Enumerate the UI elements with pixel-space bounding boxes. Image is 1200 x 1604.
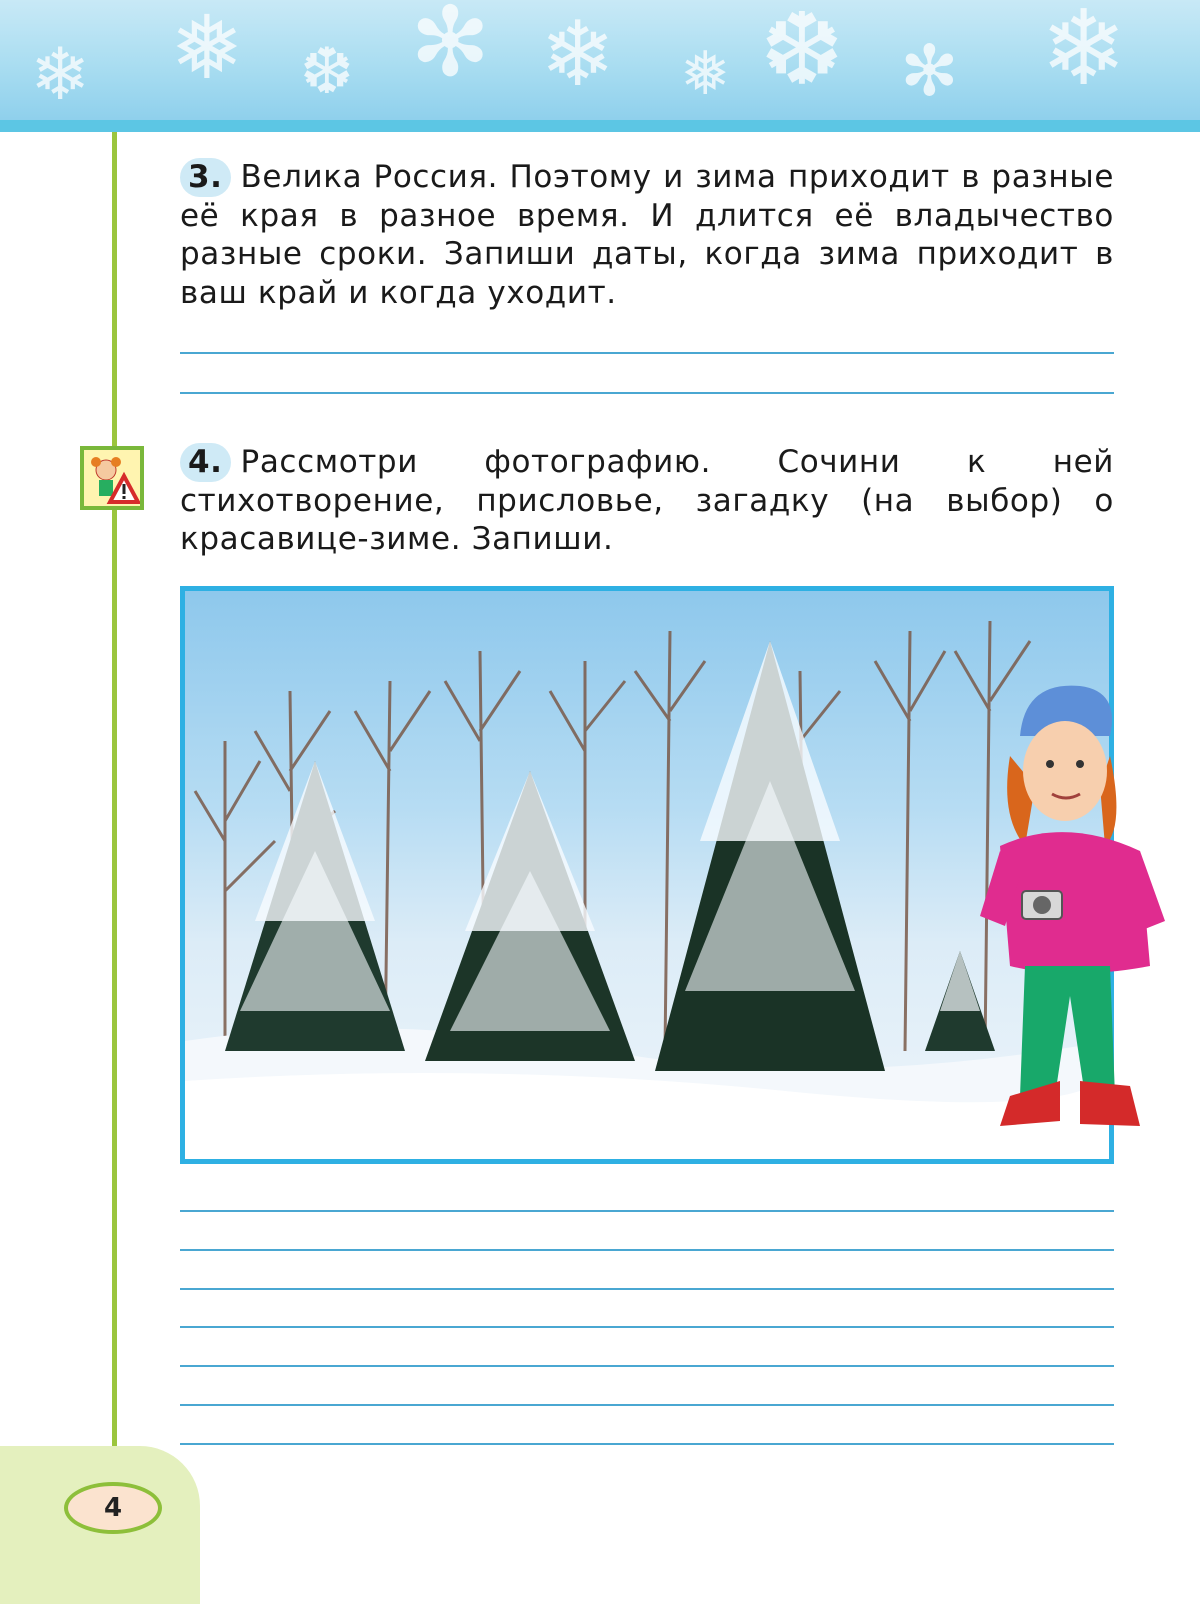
attention-girl-icon [80, 446, 144, 510]
winter-forest-photo [180, 586, 1114, 1164]
margin-line [112, 132, 117, 1472]
snowflake-icon: ✻ [900, 30, 959, 112]
answer-line[interactable] [180, 1249, 1114, 1251]
fir-tree [425, 771, 635, 1061]
answer-line[interactable] [180, 1326, 1114, 1328]
girl-with-camera-illustration [980, 676, 1170, 1146]
fir-tree [225, 761, 405, 1051]
answer-line[interactable] [180, 392, 1114, 394]
page-number: 4 [64, 1482, 162, 1534]
fir-tree [655, 641, 885, 1071]
task-3-number: 3. [180, 158, 231, 197]
answer-line[interactable] [180, 1288, 1114, 1290]
header-rule [0, 120, 1200, 132]
task-4 [180, 443, 1114, 559]
snowflake-icon: ❄ [1040, 0, 1128, 109]
snowflake-icon: ❅ [680, 39, 731, 109]
task-4-text: Рассмотри фотографию. Сочини к ней стихотворение, присловье, загадку (на выбор) о красавице-зиме. Запиши. [180, 444, 1114, 557]
snowflake-header [0, 0, 1200, 120]
task-4-number: 4. [180, 443, 231, 482]
snowflake-icon: ❄ [30, 32, 91, 116]
task-3-text: Велика Россия. Поэтому и зима приходит в разные её края в разное время. И длится её владычество разные сроки. Запиши даты, когда зима приходит в ваш край и когда уходит. [180, 159, 1114, 311]
answer-line[interactable] [180, 1404, 1114, 1406]
answer-line[interactable] [180, 1365, 1114, 1367]
snowflake-icon: ✻ [410, 0, 491, 98]
snowflake-icon: ❄ [540, 2, 616, 107]
answer-line[interactable] [180, 1443, 1114, 1445]
task-3 [180, 158, 1114, 312]
snowflake-icon: ❆ [300, 35, 354, 109]
answer-line[interactable] [180, 352, 1114, 354]
snowflake-icon: ❅ [170, 0, 244, 99]
snowflake-icon: ❆ [760, 0, 844, 108]
answer-line[interactable] [180, 1210, 1114, 1212]
